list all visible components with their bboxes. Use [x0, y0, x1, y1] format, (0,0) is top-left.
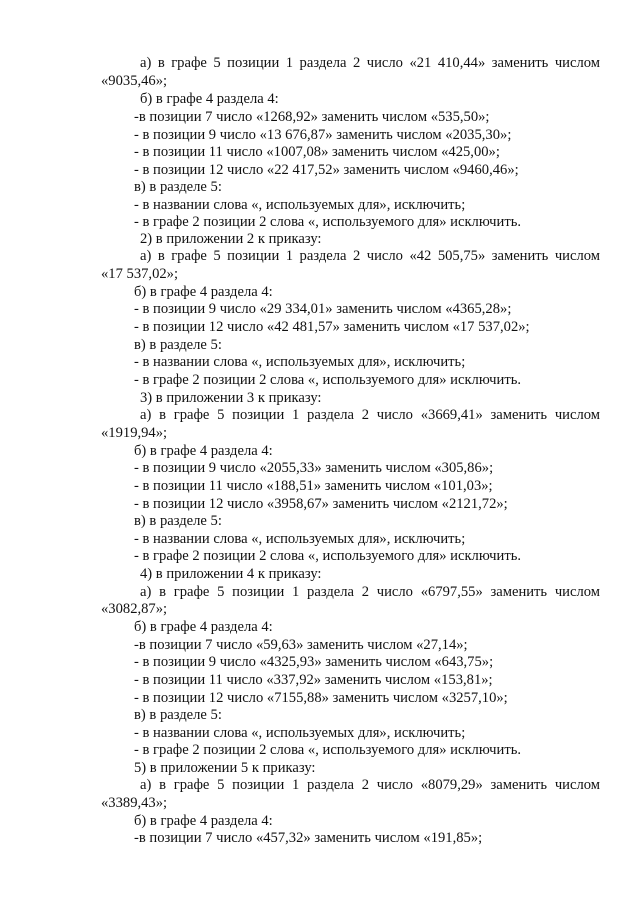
text-line-23: б) в графе 4 раздела 4: — [134, 443, 273, 459]
text-line-27: в) в разделе 5: — [134, 513, 222, 529]
text-line-11: 2) в приложении 2 к приказу: — [140, 231, 322, 247]
text-line-45: -в позиции 7 число «457,32» заменить числом «191,85»; — [134, 830, 483, 846]
text-line-28: - в названии слова «, используемых для», исключить; — [134, 531, 466, 547]
text-line-19: - в графе 2 позиции 2 слова «, используемого для» исключить. — [134, 372, 521, 388]
text-line-14: б) в графе 4 раздела 4: — [134, 284, 273, 300]
text-line-13: «17 537,02»; — [101, 266, 179, 282]
text-line-7: - в позиции 12 число «22 417,52» заменить числом «9460,46»; — [134, 162, 519, 178]
text-line-22: «1919,94»; — [101, 425, 168, 441]
text-line-20: 3) в приложении 3 к приказу: — [140, 390, 322, 406]
text-line-10: - в графе 2 позиции 2 слова «, используемого для» исключить. — [134, 214, 521, 230]
text-line-32: «3082,87»; — [101, 601, 168, 617]
text-line-6: - в позиции 11 число «1007,08» заменить числом «425,00»; — [134, 144, 500, 160]
text-line-17: в) в разделе 5: — [134, 337, 222, 353]
text-line-12: а) в графе 5 позиции 1 раздела 2 число «42 505,75» заменить числом — [140, 248, 600, 264]
text-line-41: 5) в приложении 5 к приказу: — [134, 760, 316, 776]
text-line-43: «3389,43»; — [101, 795, 168, 811]
text-line-25: - в позиции 11 число «188,51» заменить числом «101,03»; — [134, 478, 493, 494]
text-line-36: - в позиции 11 число «337,92» заменить числом «153,81»; — [134, 672, 493, 688]
text-line-31: а) в графе 5 позиции 1 раздела 2 число «6797,55» заменить числом — [140, 584, 600, 600]
text-line-18: - в названии слова «, используемых для», исключить; — [134, 354, 466, 370]
text-line-24: - в позиции 9 число «2055,33» заменить числом «305,86»; — [134, 460, 494, 476]
text-line-30: 4) в приложении 4 к приказу: — [140, 566, 322, 582]
text-line-35: - в позиции 9 число «4325,93» заменить числом «643,75»; — [134, 654, 494, 670]
text-line-34: -в позиции 7 число «59,63» заменить числом «27,14»; — [134, 637, 468, 653]
text-line-2: «9035,46»; — [101, 73, 168, 89]
text-line-1: а) в графе 5 позиции 1 раздела 2 число «21 410,44» заменить числом — [140, 55, 600, 71]
text-line-40: - в графе 2 позиции 2 слова «, используемого для» исключить. — [134, 742, 521, 758]
text-line-38: в) в разделе 5: — [134, 707, 222, 723]
text-line-8: в) в разделе 5: — [134, 179, 222, 195]
text-line-5: - в позиции 9 число «13 676,87» заменить числом «2035,30»; — [134, 127, 512, 143]
text-line-39: - в названии слова «, используемых для», исключить; — [134, 725, 466, 741]
text-line-9: - в названии слова «, используемых для», исключить; — [134, 197, 466, 213]
text-line-21: а) в графе 5 позиции 1 раздела 2 число «3669,41» заменить числом — [140, 407, 600, 423]
text-line-37: - в позиции 12 число «7155,88» заменить числом «3257,10»; — [134, 690, 508, 706]
text-line-42: а) в графе 5 позиции 1 раздела 2 число «8079,29» заменить числом — [140, 777, 600, 793]
text-line-26: - в позиции 12 число «3958,67» заменить числом «2121,72»; — [134, 496, 508, 512]
text-line-29: - в графе 2 позиции 2 слова «, используемого для» исключить. — [134, 548, 521, 564]
text-line-44: б) в графе 4 раздела 4: — [134, 813, 273, 829]
text-line-3: б) в графе 4 раздела 4: — [140, 91, 279, 107]
text-line-16: - в позиции 12 число «42 481,57» заменить числом «17 537,02»; — [134, 319, 530, 335]
text-line-4: -в позиции 7 число «1268,92» заменить числом «535,50»; — [134, 109, 490, 125]
text-line-15: - в позиции 9 число «29 334,01» заменить числом «4365,28»; — [134, 301, 512, 317]
text-line-33: б) в графе 4 раздела 4: — [134, 619, 273, 635]
